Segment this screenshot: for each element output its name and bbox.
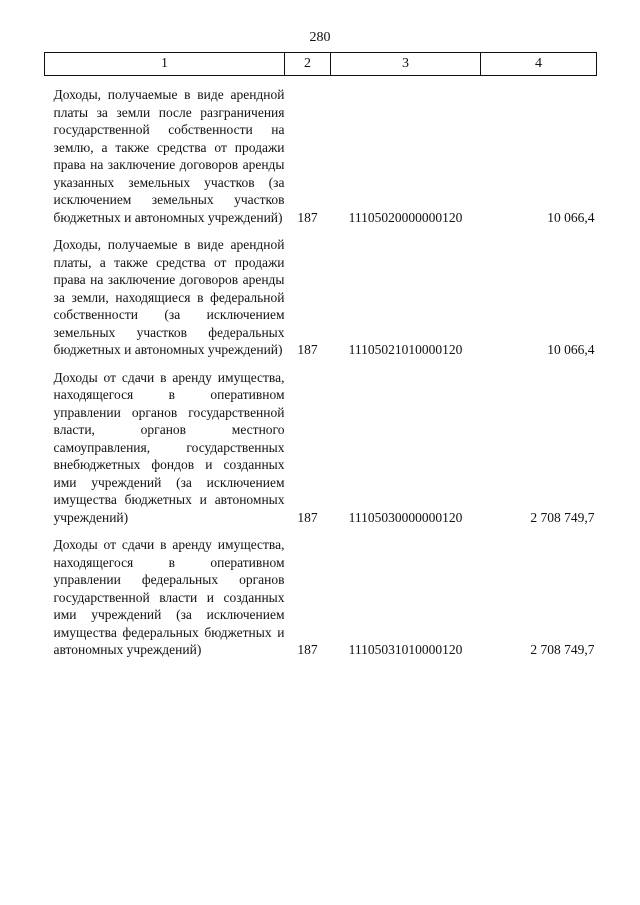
table-row [45, 86, 597, 226]
table-row [45, 536, 597, 659]
row-amount: 2 708 749,7 [530, 509, 595, 525]
row-budget-code: 11105030000000120 [348, 509, 463, 525]
row-description: Доходы от сдачи в аренду имущества, находящегося в оперативном управлении органов государственной власти, органов местного самоуправления, государственных внебюджетных фондов и созданных ими учреждений (за исключением имущества бюджетных и автономных учреждений) [53, 369, 285, 525]
column-header-2: 2 [285, 53, 331, 76]
row-budget-code: 11105020000000120 [348, 209, 463, 225]
row-admin-code: 187 [297, 642, 318, 657]
row-admin-code: 187 [297, 342, 318, 357]
row-admin-code: 187 [297, 509, 318, 525]
row-admin-code: 187 [297, 209, 318, 225]
row-description: Доходы от сдачи в аренду имущества, находящегося в оперативном управлении федеральных органов государственной власти и созданных ими учреждений (за исключением имущества федеральных бюджетных и автономных учреждений) [53, 537, 285, 657]
column-header-3: 3 [331, 53, 481, 76]
row-description: Доходы, получаемые в виде арендной платы за земли после разграничения государственной собственности на землю, а также средства от продажи права на заключение договоров аренды указанных земельных участков (за исключением земельных участков бюджетных и автономных учреждений) [53, 87, 285, 225]
row-budget-code: 11105021010000120 [348, 342, 463, 357]
table-row [45, 369, 597, 527]
row-amount: 10 066,4 [547, 209, 595, 225]
row-budget-code: 11105031010000120 [348, 642, 463, 657]
column-header-4: 4 [481, 53, 597, 76]
page-number: 280 [309, 30, 331, 45]
table-header-row [45, 53, 597, 76]
row-amount: 2 708 749,7 [530, 642, 595, 657]
row-amount: 10 066,4 [547, 342, 595, 357]
column-header-1: 1 [45, 53, 285, 76]
revenue-table [44, 52, 597, 659]
row-description: Доходы, получаемые в виде арендной платы, а также средства от продажи права на заключение договоров аренды за земли, находящиеся в федеральной собственности (за исключением земельных участков федеральных бюджетных и автономных учреждений) [53, 237, 285, 357]
table-row [45, 236, 597, 359]
